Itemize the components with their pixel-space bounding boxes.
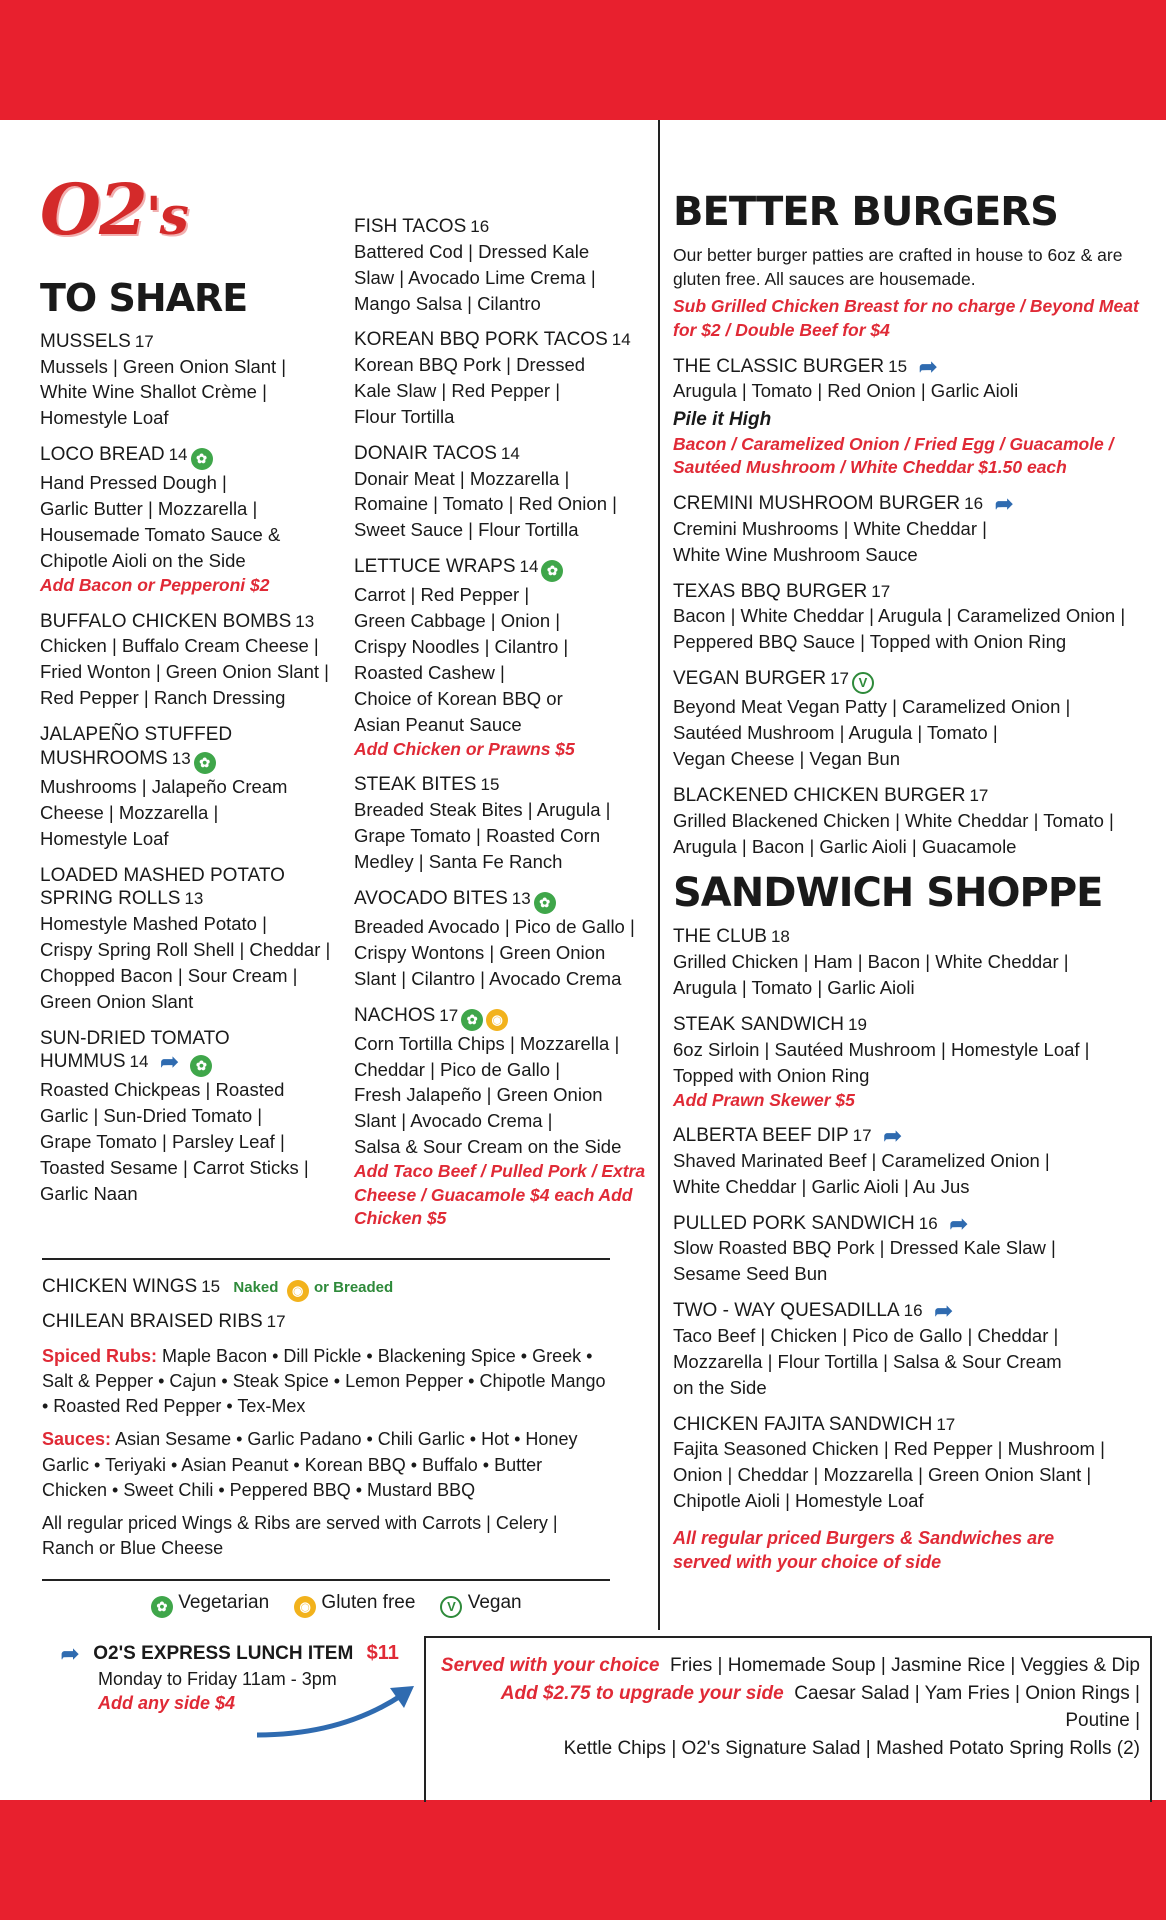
menu-item-desc-line: Onion | Cheddar | Mozzarella | Green Onion Slant | bbox=[673, 1464, 1092, 1486]
menu-item bbox=[673, 1212, 1151, 1288]
menu-item bbox=[673, 1413, 1151, 1514]
menu-item-price: 16 bbox=[903, 1301, 923, 1321]
menu-item-name: MUSSELS bbox=[40, 330, 131, 352]
menu-item-desc-line: Battered Cod | Dressed Kale bbox=[354, 240, 590, 262]
menu-item-desc-line: Garlic | Sun-Dried Tomato | bbox=[40, 1105, 263, 1127]
menu-item-desc-line: Garlic Naan bbox=[40, 1183, 138, 1204]
menu-item-price: 13 bbox=[184, 889, 204, 909]
menu-item-name: LOCO BREAD bbox=[40, 444, 165, 466]
menu-item-title bbox=[354, 215, 654, 239]
menu-item-price: 17 bbox=[439, 1005, 459, 1025]
menu-item-price: 14 bbox=[129, 1052, 149, 1072]
menu-item-note: Add Bacon or Pepperoni $2 bbox=[40, 574, 270, 595]
menu-item bbox=[354, 555, 654, 761]
menu-item bbox=[40, 443, 340, 597]
legend-vegetarian: ✿ Vegetarian bbox=[148, 1592, 269, 1618]
menu-item-desc-line: Homestyle Loaf bbox=[40, 407, 169, 429]
pile-it-high-note: Bacon / Caramelized Onion / Fried Egg / Guacamole / Sautéed Mushroom / White Cheddar $1.50 each bbox=[673, 433, 1114, 478]
to-share-list-2 bbox=[354, 215, 654, 1231]
wings-footer: All regular priced Wings & Ribs are served with Carrots | Celery | Ranch or Blue Cheese bbox=[42, 1513, 558, 1559]
menu-item bbox=[673, 1299, 1151, 1400]
better-burgers-title: BETTER BURGERS bbox=[673, 189, 1058, 235]
menu-item-desc-line: Chicken | Buffalo Cream Cheese | bbox=[40, 635, 319, 657]
express-title-row: ➦ O2'S EXPRESS LUNCH ITEM $11 bbox=[52, 1640, 422, 1667]
menu-item-name: FISH TACOS bbox=[354, 216, 467, 237]
menu-item-title bbox=[673, 355, 1151, 379]
menu-item-title bbox=[354, 442, 654, 466]
ribs-item: CHILEAN BRAISED RIBS 17 bbox=[42, 1311, 286, 1333]
menu-item-desc-line: Fried Wonton | Green Onion Slant | bbox=[40, 661, 329, 683]
vegetarian-icon: ✿ bbox=[534, 892, 556, 914]
menu-item-desc-line: Breaded Avocado | Pico de Gallo | bbox=[354, 915, 635, 937]
menu-item-desc-line: Slant | Cilantro | Avocado Crema bbox=[354, 967, 622, 989]
menu-item-title bbox=[40, 723, 340, 774]
menu-item-price: 16 bbox=[964, 494, 984, 514]
to-share-list-1 bbox=[40, 330, 340, 1207]
gluten-free-icon: ◉ bbox=[294, 1596, 316, 1618]
menu-item-desc-line: Homestyle Loaf bbox=[40, 827, 169, 849]
menu-item-title bbox=[673, 1212, 1151, 1236]
menu-item-desc-line: Romaine | Tomato | Red Onion | bbox=[354, 493, 617, 515]
menu-item-price: 14 bbox=[500, 443, 520, 463]
sides-box bbox=[424, 1636, 1152, 1802]
menu-item-desc-line: Vegan Cheese | Vegan Bun bbox=[673, 748, 900, 770]
menu-item-price: 17 bbox=[936, 1414, 956, 1434]
menu-item-price: 17 bbox=[852, 1126, 872, 1146]
menu-item-price: 16 bbox=[470, 217, 490, 236]
vegetarian-icon: ✿ bbox=[541, 560, 563, 582]
menu-item-desc-line: Carrot | Red Pepper | bbox=[354, 584, 530, 606]
menu-item bbox=[40, 723, 340, 852]
express-arrow-icon: ➦ bbox=[60, 1641, 80, 1666]
menu-item-price: 14 bbox=[611, 330, 631, 350]
menu-item-price: 18 bbox=[770, 927, 790, 947]
menu-item-desc-line: Green Cabbage | Onion | bbox=[354, 610, 561, 632]
menu-item-name: STEAK SANDWICH bbox=[673, 1014, 845, 1035]
menu-item-desc-line: Topped with Onion Ring bbox=[673, 1064, 870, 1086]
menu-item-price: 17 bbox=[830, 669, 850, 689]
gluten-free-icon: ◉ bbox=[486, 1009, 508, 1031]
menu-item-desc-line: Cheddar | Pico de Gallo | bbox=[354, 1058, 561, 1080]
menu-item bbox=[673, 1124, 1151, 1200]
express-lunch-icon: ➦ bbox=[934, 1298, 953, 1324]
menu-item-price: 17 bbox=[871, 581, 891, 601]
burger-list-rest bbox=[673, 492, 1151, 859]
menu-item-desc-line: Shaved Marinated Beef | Caramelized Onion | bbox=[673, 1149, 1050, 1171]
menu-item-desc-line: Housemade Tomato Sauce & bbox=[40, 524, 281, 546]
menu-item-desc-line: Crispy Spring Roll Shell | Cheddar | bbox=[40, 938, 331, 960]
menu-item-name: ALBERTA BEEF DIP bbox=[673, 1125, 849, 1147]
menu-item-title bbox=[354, 328, 654, 352]
sides-upgrade-row-2: Kettle Chips | O2's Signature Salad | Mashed Potato Spring Rolls (2) bbox=[563, 1737, 1140, 1759]
express-lunch-icon: ➦ bbox=[918, 353, 938, 379]
menu-item-name: PULLED PORK SANDWICH bbox=[673, 1212, 915, 1234]
menu-item-title bbox=[40, 443, 340, 470]
column-to-share-left bbox=[40, 168, 340, 1219]
spiced-rubs: Spiced Rubs: Maple Bacon • Dill Pickle • Blackening Spice • Greek • Salt & Pepper • Cajun • Steak Spice • Lemon Pepper • Chipotle Mango • Roasted Red Pepper • Tex-Mex bbox=[42, 1345, 606, 1417]
menu-item-price: 13 bbox=[295, 611, 315, 631]
menu-item-desc-line: Donair Meat | Mozzarella | bbox=[354, 467, 570, 489]
menu-item-name: SUN-DRIED TOMATO HUMMUS bbox=[40, 1027, 230, 1073]
menu-item-title bbox=[673, 1413, 1151, 1437]
menu-item-title bbox=[40, 864, 340, 912]
menu-item-desc-line: Hand Pressed Dough | bbox=[40, 472, 227, 494]
sandwich-list bbox=[673, 925, 1151, 1514]
menu-item-title bbox=[673, 580, 1151, 604]
menu-item-name: THE CLASSIC BURGER bbox=[673, 355, 885, 377]
express-lunch-icon: ➦ bbox=[949, 1210, 968, 1236]
vegan-icon: V bbox=[852, 672, 874, 694]
bottom-banner bbox=[0, 1800, 1166, 1920]
menu-item-name: THE CLUB bbox=[673, 926, 767, 948]
menu-item-note: Add Prawn Skewer $5 bbox=[673, 1089, 855, 1110]
curved-arrow-icon bbox=[252, 1680, 422, 1740]
burger-list-first bbox=[673, 355, 1151, 405]
menu-item-title bbox=[354, 887, 654, 914]
vegetarian-icon: ✿ bbox=[191, 448, 213, 470]
menu-item-desc-line: Red Pepper | Ranch Dressing bbox=[40, 687, 286, 709]
vegetarian-icon: ✿ bbox=[190, 1055, 212, 1077]
column-to-share-right bbox=[354, 215, 654, 1243]
menu-item-name: VEGAN BURGER bbox=[673, 668, 827, 690]
sides-upgrade-row: Add $2.75 to upgrade your side Caesar Salad | Yam Fries | Onion Rings | Poutine | bbox=[500, 1682, 1140, 1732]
menu-item-desc-line: Arugula | Tomato | Red Onion | Garlic Aioli bbox=[673, 380, 1019, 402]
menu-item-desc-line: Salsa & Sour Cream on the Side bbox=[354, 1136, 622, 1158]
top-banner bbox=[0, 0, 1166, 120]
vegetarian-icon: ✿ bbox=[194, 752, 216, 774]
menu-item-desc-line: Taco Beef | Chicken | Pico de Gallo | Cheddar | bbox=[673, 1324, 1059, 1346]
menu-item-desc-line: Grilled Blackened Chicken | White Cheddar | Tomato | bbox=[673, 809, 1114, 831]
menu-item bbox=[354, 328, 654, 429]
menu-item-desc-line: Crispy Wontons | Green Onion bbox=[354, 941, 606, 963]
menu-item-title bbox=[354, 773, 654, 797]
menu-item-title bbox=[673, 667, 1151, 694]
burgers-sandwiches-footer: All regular priced Burgers & Sandwiches are served with your choice of side bbox=[673, 1528, 1055, 1573]
to-share-title: TO SHARE bbox=[40, 276, 248, 320]
menu-item-desc-line: Grape Tomato | Roasted Corn bbox=[354, 825, 601, 846]
menu-item-desc-line: Medley | Santa Fe Ranch bbox=[354, 850, 563, 872]
chicken-wings-item: CHICKEN WINGS 15 Naked ◉ or Breaded bbox=[42, 1275, 612, 1302]
menu-item-name: NACHOS bbox=[354, 1004, 436, 1026]
menu-item-desc-line: Garlic Butter | Mozzarella | bbox=[40, 498, 258, 520]
wings-top-divider bbox=[42, 1258, 610, 1260]
wings-bottom-divider bbox=[42, 1579, 610, 1581]
vegetarian-icon: ✿ bbox=[151, 1596, 173, 1618]
vegetarian-icon: ✿ bbox=[461, 1009, 483, 1031]
menu-item bbox=[354, 1004, 654, 1231]
menu-item bbox=[673, 925, 1151, 1001]
menu-item-desc-line: Sesame Seed Bun bbox=[673, 1263, 828, 1285]
menu-item-desc-line: Arugula | Bacon | Garlic Aioli | Guacamole bbox=[673, 835, 1017, 857]
express-side-note: Add any side $4 bbox=[98, 1692, 236, 1713]
menu-item-title bbox=[40, 1027, 340, 1078]
menu-item-name: CREMINI MUSHROOM BURGER bbox=[673, 493, 961, 515]
express-lunch-icon: ➦ bbox=[994, 491, 1014, 517]
menu-item-desc-line: White Cheddar | Garlic Aioli | Au Jus bbox=[673, 1175, 970, 1197]
menu-item-desc-line: Grilled Chicken | Ham | Bacon | White Cheddar | bbox=[673, 951, 1069, 973]
menu-item-desc-line: Arugula | Tomato | Garlic Aioli bbox=[673, 977, 915, 999]
menu-item-desc-line: Sweet Sauce | Flour Tortilla bbox=[354, 519, 579, 541]
menu-item-name: CHICKEN FAJITA SANDWICH bbox=[673, 1413, 933, 1435]
menu-item-desc-line: Grape Tomato | Parsley Leaf | bbox=[40, 1131, 285, 1153]
express-lunch-icon: ➦ bbox=[883, 1123, 902, 1149]
menu-item bbox=[354, 215, 654, 316]
menu-item-desc-line: Slaw | Avocado Lime Crema | bbox=[354, 266, 596, 288]
menu-item-title bbox=[354, 1004, 654, 1031]
menu-item bbox=[40, 864, 340, 1015]
menu-item-desc-line: Slant | Avocado Crema | bbox=[354, 1110, 553, 1132]
menu-item-name: LOADED MASHED POTATO SPRING ROLLS bbox=[40, 864, 285, 910]
menu-item-desc-line: Fresh Jalapeño | Green Onion bbox=[354, 1084, 603, 1106]
menu-item-desc-line: Roasted Chickpeas | Roasted bbox=[40, 1079, 285, 1101]
express-lunch bbox=[52, 1640, 422, 1715]
menu-item-price: 17 bbox=[134, 331, 154, 351]
menu-item-desc-line: on the Side bbox=[673, 1376, 767, 1398]
menu-item-name: TWO - WAY QUESADILLA bbox=[673, 1300, 900, 1322]
legend-gluten-free: ◉ Gluten free bbox=[291, 1592, 415, 1618]
column-burgers-sandwiches bbox=[673, 190, 1151, 1575]
menu-item bbox=[354, 887, 654, 992]
menu-item bbox=[673, 784, 1151, 860]
menu-item bbox=[673, 1013, 1151, 1112]
menu-item-desc-line: Breaded Steak Bites | Arugula | bbox=[354, 799, 611, 821]
menu-item-price: 13 bbox=[171, 748, 191, 768]
menu-item bbox=[40, 610, 340, 711]
menu-item-title bbox=[673, 1013, 1151, 1037]
express-lunch-icon: ➦ bbox=[160, 1049, 179, 1075]
sandwich-shoppe-title: SANDWICH SHOPPE bbox=[673, 870, 1103, 917]
menu-item-desc-line: Choice of Korean BBQ or bbox=[354, 687, 563, 709]
menu-item-name: KOREAN BBQ PORK TACOS bbox=[354, 329, 608, 351]
menu-item-name: BUFFALO CHICKEN BOMBS bbox=[40, 610, 292, 632]
menu-item-note: Add Chicken or Prawns $5 bbox=[354, 738, 575, 759]
menu-item bbox=[40, 330, 340, 431]
menu-item-title bbox=[40, 330, 340, 354]
logo: O2's bbox=[40, 168, 187, 251]
menu-item-desc-line: Mussels | Green Onion Slant | bbox=[40, 355, 287, 377]
menu-item-desc-line: Green Onion Slant bbox=[40, 990, 194, 1012]
menu-item-price: 19 bbox=[848, 1015, 867, 1034]
menu-item-desc-line: Beyond Meat Vegan Patty | Caramelized Onion | bbox=[673, 696, 1071, 718]
menu-item-desc-line: Slow Roasted BBQ Pork | Dressed Kale Slaw | bbox=[673, 1237, 1056, 1259]
sauces: Sauces: Asian Sesame • Garlic Padano • Chili Garlic • Hot • Honey Garlic • Teriyaki • Asian Peanut • Korean BBQ • Buffalo • Butter Chicken • Sweet Chili • Peppered BBQ • Mustard BBQ bbox=[42, 1429, 578, 1500]
menu-item-desc-line: Chipotle Aioli | Homestyle Loaf bbox=[673, 1490, 924, 1512]
menu-item bbox=[673, 667, 1151, 772]
diet-legend bbox=[148, 1592, 522, 1618]
menu-item-name: BLACKENED CHICKEN BURGER bbox=[673, 784, 966, 806]
menu-item-title bbox=[354, 555, 654, 582]
menu-item bbox=[354, 773, 654, 874]
wings-section bbox=[42, 1275, 612, 1561]
menu-item-desc-line: Roasted Cashew | bbox=[354, 662, 505, 684]
menu-item bbox=[673, 492, 1151, 568]
menu-item-desc-line: White Wine Shallot Crème | bbox=[40, 381, 267, 403]
menu-item-desc-line: Cheese | Mozzarella | bbox=[40, 801, 219, 823]
menu-item bbox=[673, 580, 1151, 656]
menu-item-desc-line: Mozzarella | Flour Tortilla | Salsa & Sour Cream bbox=[673, 1350, 1062, 1372]
vegan-icon: V bbox=[440, 1596, 462, 1618]
menu-item-name: AVOCADO BITES bbox=[354, 887, 508, 909]
menu-item-price: 14 bbox=[168, 445, 188, 465]
menu-item bbox=[40, 1027, 340, 1207]
menu-item-desc-line: Crispy Noodles | Cilantro | bbox=[354, 636, 569, 658]
menu-item-title bbox=[40, 610, 340, 634]
pile-it-high-title: Pile it High bbox=[673, 409, 772, 431]
menu-item-desc-line: Cremini Mushrooms | White Cheddar | bbox=[673, 517, 987, 539]
menu-item-desc-line: Toasted Sesame | Carrot Sticks | bbox=[40, 1157, 309, 1179]
menu-item-price: 15 bbox=[480, 775, 500, 795]
menu-item bbox=[354, 442, 654, 543]
menu-item-price: 17 bbox=[969, 785, 989, 805]
menu-item-desc-line: Peppered BBQ Sauce | Topped with Onion Ring bbox=[673, 631, 1067, 653]
menu-item-title bbox=[673, 1124, 1151, 1148]
menu-item-desc-line: White Wine Mushroom Sauce bbox=[673, 543, 918, 565]
menu-item-note: Add Taco Beef / Pulled Pork / Extra Cheese / Guacamole $4 each Add Chicken $5 bbox=[354, 1161, 646, 1229]
sides-served-row: Served with your choice Fries | Homemade Soup | Jasmine Rice | Veggies & Dip bbox=[440, 1655, 1140, 1676]
gluten-free-icon: ◉ bbox=[287, 1280, 309, 1302]
menu-item-desc-line: Asian Peanut Sauce bbox=[354, 713, 522, 735]
menu-item-desc-line: Flour Tortilla bbox=[354, 405, 455, 427]
column-divider bbox=[658, 120, 660, 1630]
menu-item-desc-line: Chopped Bacon | Sour Cream | bbox=[40, 964, 298, 986]
menu-item-desc-line: Homestyle Mashed Potato | bbox=[40, 913, 267, 934]
menu-item-desc-line: Corn Tortilla Chips | Mozzarella | bbox=[354, 1032, 620, 1054]
menu-item-desc-line: Kale Slaw | Red Pepper | bbox=[354, 380, 561, 402]
menu-item-desc-line: Fajita Seasoned Chicken | Red Pepper | Mushroom | bbox=[673, 1438, 1105, 1460]
menu-item-desc-line: Mushrooms | Jalapeño Cream bbox=[40, 775, 288, 797]
menu-item-name: STEAK BITES bbox=[354, 774, 477, 796]
menu-item-desc-line: Korean BBQ Pork | Dressed bbox=[354, 354, 586, 376]
menu-item-name: TEXAS BBQ BURGER bbox=[673, 580, 868, 602]
burgers-sub-note: Sub Grilled Chicken Breast for no charge / Beyond Meat for $2 / Double Beef for $4 bbox=[673, 296, 1139, 340]
menu-item-price: 15 bbox=[888, 356, 908, 376]
menu-item-name: JALAPEÑO STUFFED MUSHROOMS bbox=[40, 723, 233, 769]
menu-item-title bbox=[673, 925, 1151, 949]
legend-vegan: V Vegan bbox=[437, 1592, 521, 1618]
menu-item-desc-line: Sautéed Mushroom | Arugula | Tomato | bbox=[673, 722, 998, 744]
menu-item-title bbox=[673, 784, 1151, 808]
menu-item-price: 16 bbox=[918, 1213, 938, 1233]
menu-item-name: LETTUCE WRAPS bbox=[354, 556, 516, 578]
menu-item-title bbox=[673, 492, 1151, 516]
menu-item-desc-line: 6oz Sirloin | Sautéed Mushroom | Homestyle Loaf | bbox=[673, 1038, 1090, 1060]
burgers-blurb: Our better burger patties are crafted in house to 6oz & are gluten free. All sauces are housemade. bbox=[673, 245, 1123, 289]
menu-item-desc-line: Bacon | White Cheddar | Arugula | Caramelized Onion | bbox=[673, 605, 1126, 627]
menu-item-name: DONAIR TACOS bbox=[354, 442, 497, 464]
menu-item-desc-line: Chipotle Aioli on the Side bbox=[40, 550, 246, 572]
express-hours: Monday to Friday 11am - 3pm bbox=[98, 1668, 337, 1689]
menu-item-price: 13 bbox=[511, 888, 531, 908]
menu-item bbox=[673, 355, 1151, 405]
menu-item-desc-line: Mango Salsa | Cilantro bbox=[354, 292, 541, 314]
menu-item-price: 14 bbox=[519, 557, 539, 577]
menu-item-title bbox=[673, 1299, 1151, 1323]
